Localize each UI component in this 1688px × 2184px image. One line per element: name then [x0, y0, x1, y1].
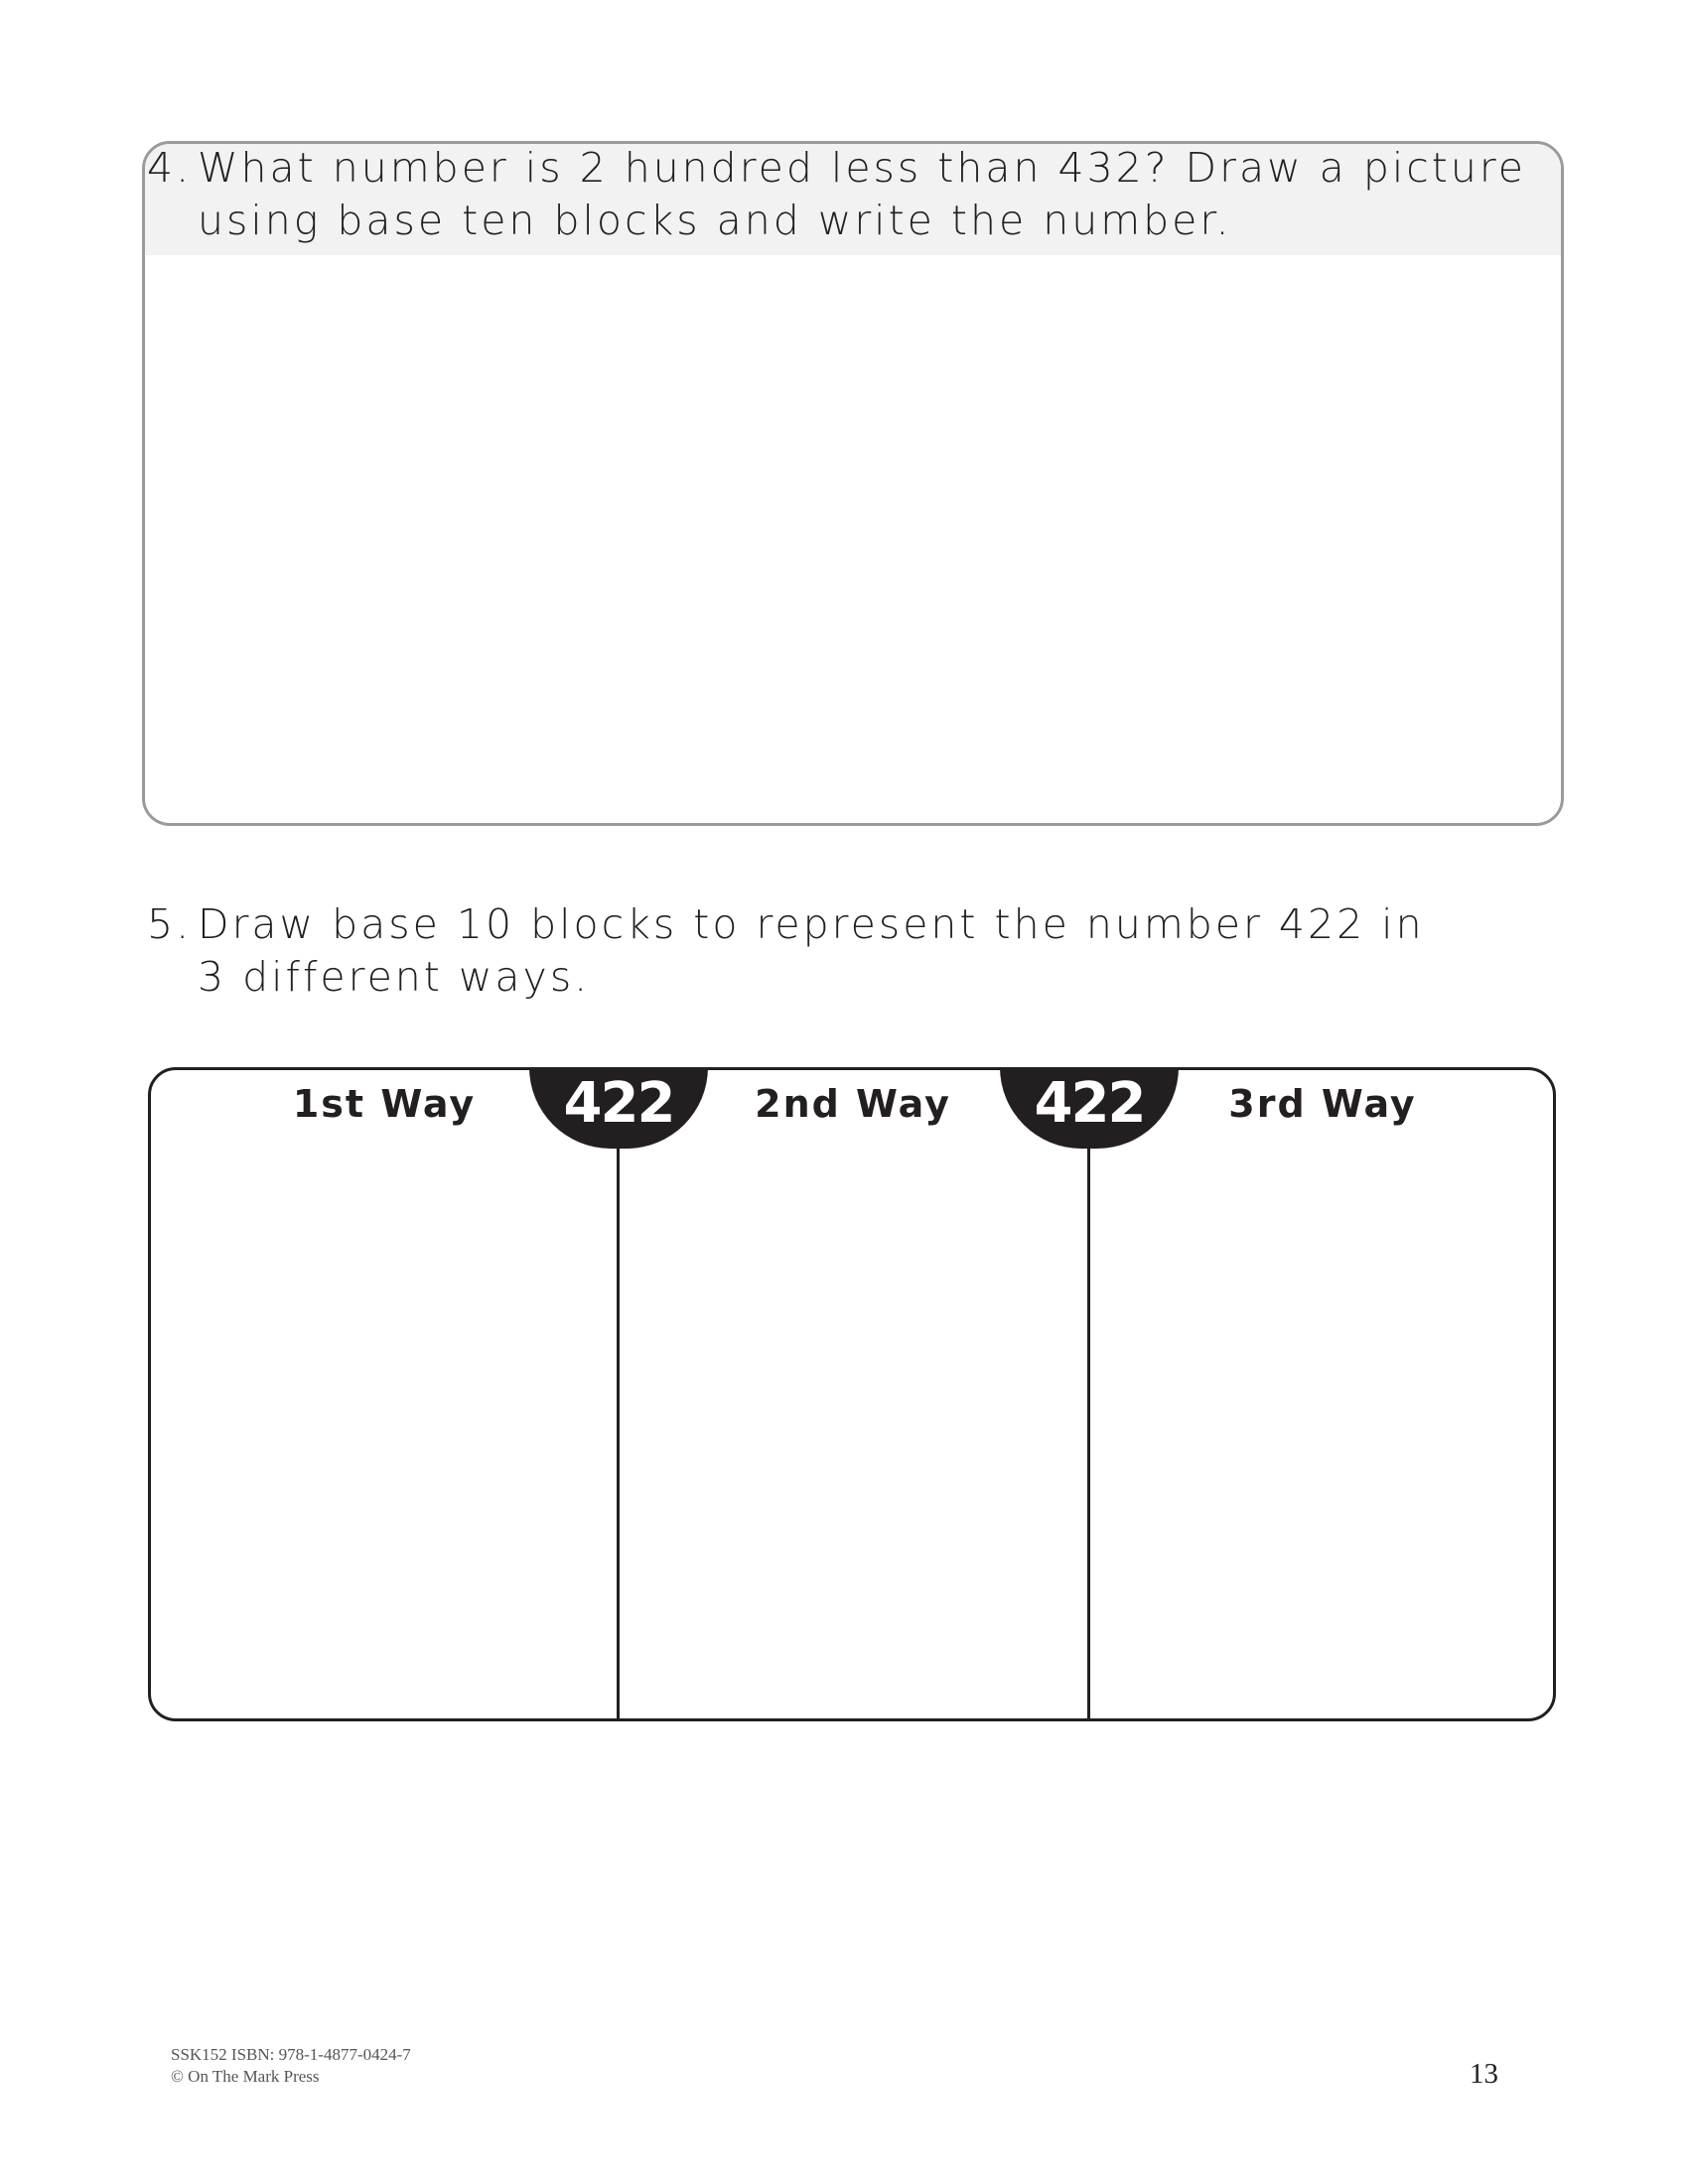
footer-copyright: © On The Mark Press — [171, 2067, 320, 2086]
column-label-1st-way: 1st Way — [292, 1082, 477, 1126]
question-number: 4. — [147, 144, 193, 192]
column-divider — [1087, 1070, 1090, 1718]
question-number: 5. — [147, 900, 193, 948]
question-5-answer-box — [148, 1067, 1556, 1721]
question-text-line: What number is 2 hundred less than 432? Draw a picture — [198, 144, 1527, 192]
number-badge: 422 — [529, 1067, 708, 1149]
question-text-line: 3 different ways. — [198, 953, 591, 1001]
page-number: 13 — [1470, 2058, 1498, 2090]
column-divider — [617, 1070, 620, 1718]
footer-isbn: SSK152 ISBN: 978-1-4877-0424-7 — [171, 2045, 411, 2064]
question-text-line: using base ten blocks and write the number. — [198, 197, 1232, 244]
question-text-line: Draw base 10 blocks to represent the number 422 in — [198, 900, 1425, 948]
column-label-3rd-way: 3rd Way — [1228, 1082, 1417, 1126]
column-label-2nd-way: 2nd Way — [755, 1082, 951, 1126]
number-badge: 422 — [1000, 1067, 1179, 1149]
